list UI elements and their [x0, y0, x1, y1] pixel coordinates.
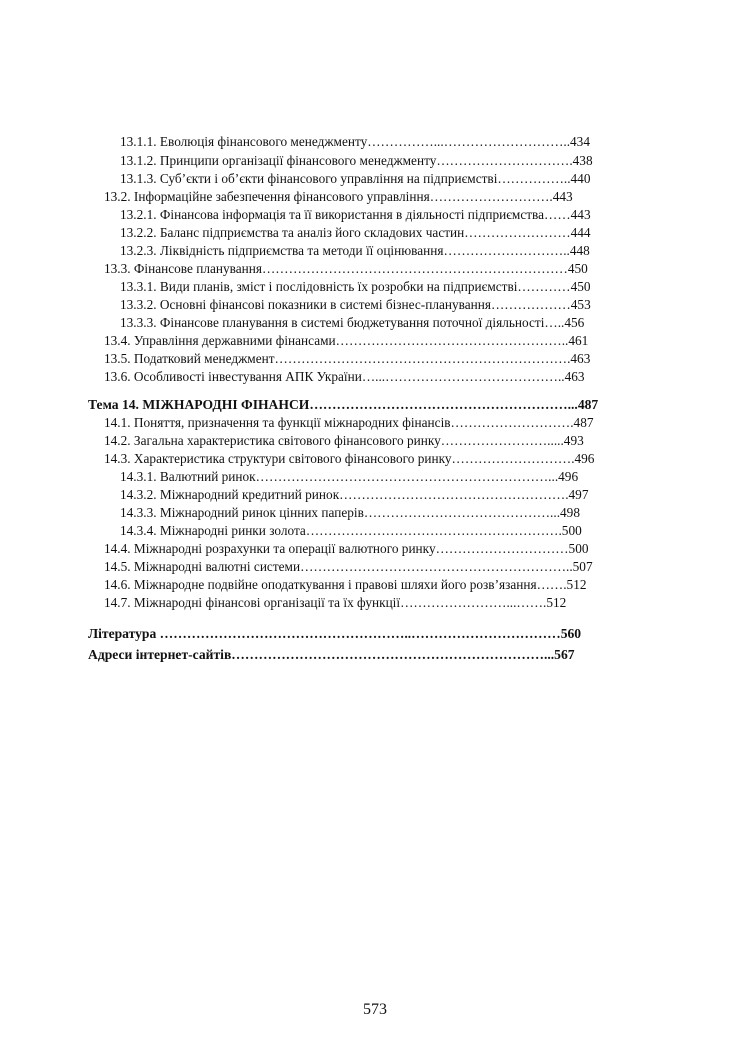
toc-entry-internet-addresses: Адреси інтернет-сайтів……………………………………………………………...567 [88, 647, 575, 662]
toc-entry-13-1-3: 13.1.3. Суб’єкти і об’єкти фінансового управління на підприємстві……………..440 [120, 171, 591, 186]
toc-entry-14-3-4: 14.3.4. Міжнародні ринки золота………………………………………………….500 [120, 523, 582, 538]
toc-entry-13-2-2: 13.2.2. Баланс підприємства та аналіз його складових частин……………………444 [120, 225, 591, 240]
toc-entry-13-2: 13.2. Інформаційне забезпечення фінансового управління……………………….443 [104, 189, 573, 204]
toc-entry-14-4: 14.4. Міжнародні розрахунки та операції валютного ринку…………………………500 [104, 541, 589, 556]
page-number: 573 [363, 1001, 387, 1018]
toc-entry-13-5: 13.5. Податковий менеджмент………………………………………………………….463 [104, 351, 591, 366]
toc-entry-14-3-1: 14.3.1. Валютний ринок…………………………………………………………...496 [120, 469, 579, 484]
toc-entry-14-3: 14.3. Характеристика структури світового фінансового ринку……………………….496 [104, 451, 595, 466]
toc-entry-13-6: 13.6. Особливості інвестування АПК України…...…………………………………..463 [104, 369, 585, 384]
toc-entry-14-1: 14.1. Поняття, призначення та функції міжнародних фінансів……………………….487 [104, 415, 594, 430]
toc-entry-14-5: 14.5. Міжнародні валютні системи……………………………………………………..507 [104, 559, 593, 574]
toc-entry-theme-14: Тема 14. МІЖНАРОДНІ ФІНАНСИ…………………………………………………...487 [88, 397, 599, 412]
toc-entry-13-3-3: 13.3.3. Фінансове планування в системі бюджетування поточної діяльності…..456 [120, 315, 585, 330]
toc-entry-14-6: 14.6. Міжнародне подвійне оподаткування і правові шляхи його розв’язання…….512 [104, 577, 587, 592]
toc-entry-13-1-1: 13.1.1. Еволюція фінансового менеджменту……………...………………………..434 [120, 134, 590, 149]
toc-entry-14-2: 14.2. Загальна характеристика світового фінансового ринку…………………….....493 [104, 433, 584, 448]
toc-entry-14-3-3: 14.3.3. Міжнародний ринок цінних паперів……………………………………...498 [120, 505, 580, 520]
toc-entry-13-3-1: 13.3.1. Види планів, зміст і послідовність їх розробки на підприємстві…………450 [120, 279, 591, 294]
toc-entry-13-4: 13.4. Управління державними фінансами……………………………………………..461 [104, 333, 589, 348]
toc-entry-literature: Література ………………………………………………..……………………………560 [88, 626, 582, 641]
toc-entry-13-1-2: 13.1.2. Принципи організації фінансового менеджменту………………………….438 [120, 153, 593, 168]
toc-entry-13-3: 13.3. Фінансове планування……………………………………………………………450 [104, 261, 588, 276]
toc-entry-13-3-2: 13.3.2. Основні фінансові показники в системі бізнес-планування………………453 [120, 297, 591, 312]
toc-entry-13-2-1: 13.2.1. Фінансова інформація та її використання в діяльності підприємства……443 [120, 207, 591, 222]
toc-entry-14-7: 14.7. Міжнародні фінансові організації та їх функції……………………...…….512 [104, 595, 567, 610]
toc-entry-13-2-3: 13.2.3. Ліквідність підприємства та методи її оцінювання………………………..448 [120, 243, 590, 258]
toc-entry-14-3-2: 14.3.2. Міжнародний кредитний ринок…………………………………………….497 [120, 487, 589, 502]
